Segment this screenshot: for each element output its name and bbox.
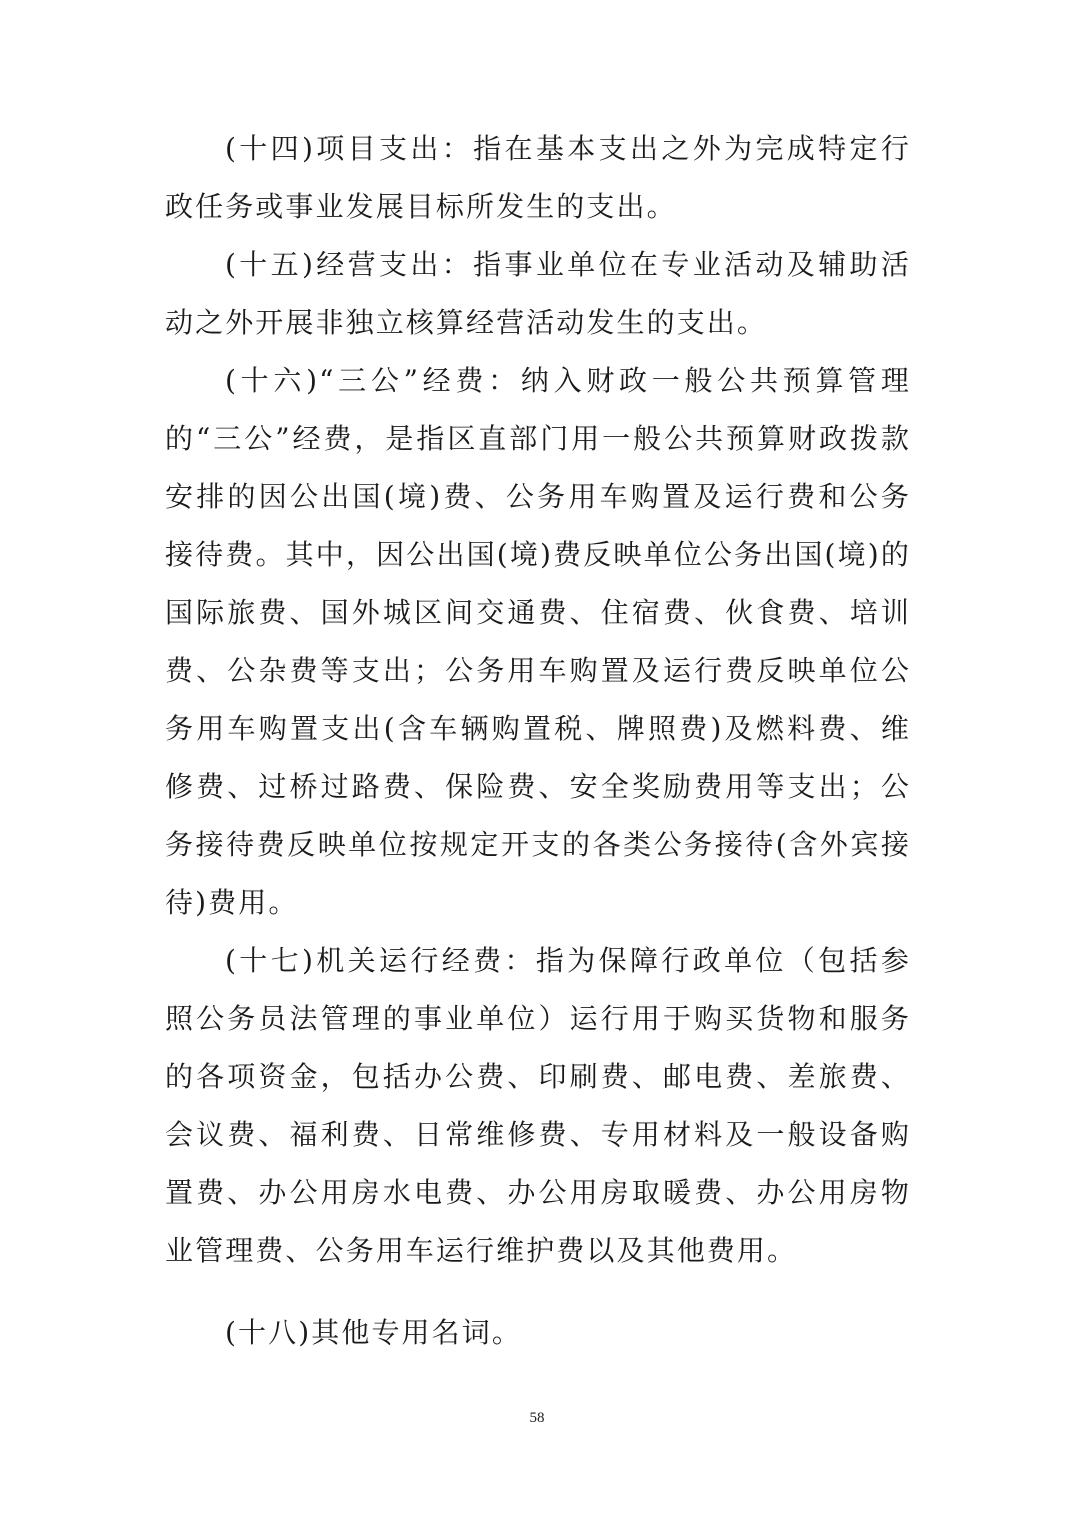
paragraph-other-terms: (十八)其他专用名词。 xyxy=(225,1316,522,1349)
paragraph-agency-operating-funds: (十七)机关运行经费：指为保障行政单位（包括参照公务员法管理的事业单位）运行用于购买货物和服务的各项资金，包括办公费、印刷费、邮电费、差旅费、会议费、福利费、日常维修费、专用材料及一般设备购置费、办公用房水电费、办公用房取暖费、办公用房物业管理费、公务用车运行维护费以及其他费用。 xyxy=(165,944,911,1267)
paragraph-project-expenditure: (十四)项目支出：指在基本支出之外为完成特定行政任务或事业发展目标所发生的支出。 xyxy=(165,132,911,223)
document-body xyxy=(165,120,911,1362)
paragraph-three-public-expenses: (十六)“三公”经费：纳入财政一般公共预算管理的“三公”经费，是指区直部门用一般公共预算财政拨款安排的因公出国(境)费、公务用车购置及运行费和公务接待费。其中，因公出国(境)费反映单位公务出国(境)的国际旅费、国外城区间交通费、住宿费、伙食费、培训费、公杂费等支出；公务用车购置及运行费反映单位公务用车购置支出(含车辆购置税、牌照费)及燃料费、维修费、过桥过路费、保险费、安全奖励费用等支出；公务接待费反映单位按规定开支的各类公务接待(含外宾接待)费用。 xyxy=(165,364,911,919)
page-number: 58 xyxy=(529,1410,545,1426)
paragraph-operating-expenditure: (十五)经营支出：指事业单位在专业活动及辅助活动之外开展非独立核算经营活动发生的支出。 xyxy=(165,248,911,339)
